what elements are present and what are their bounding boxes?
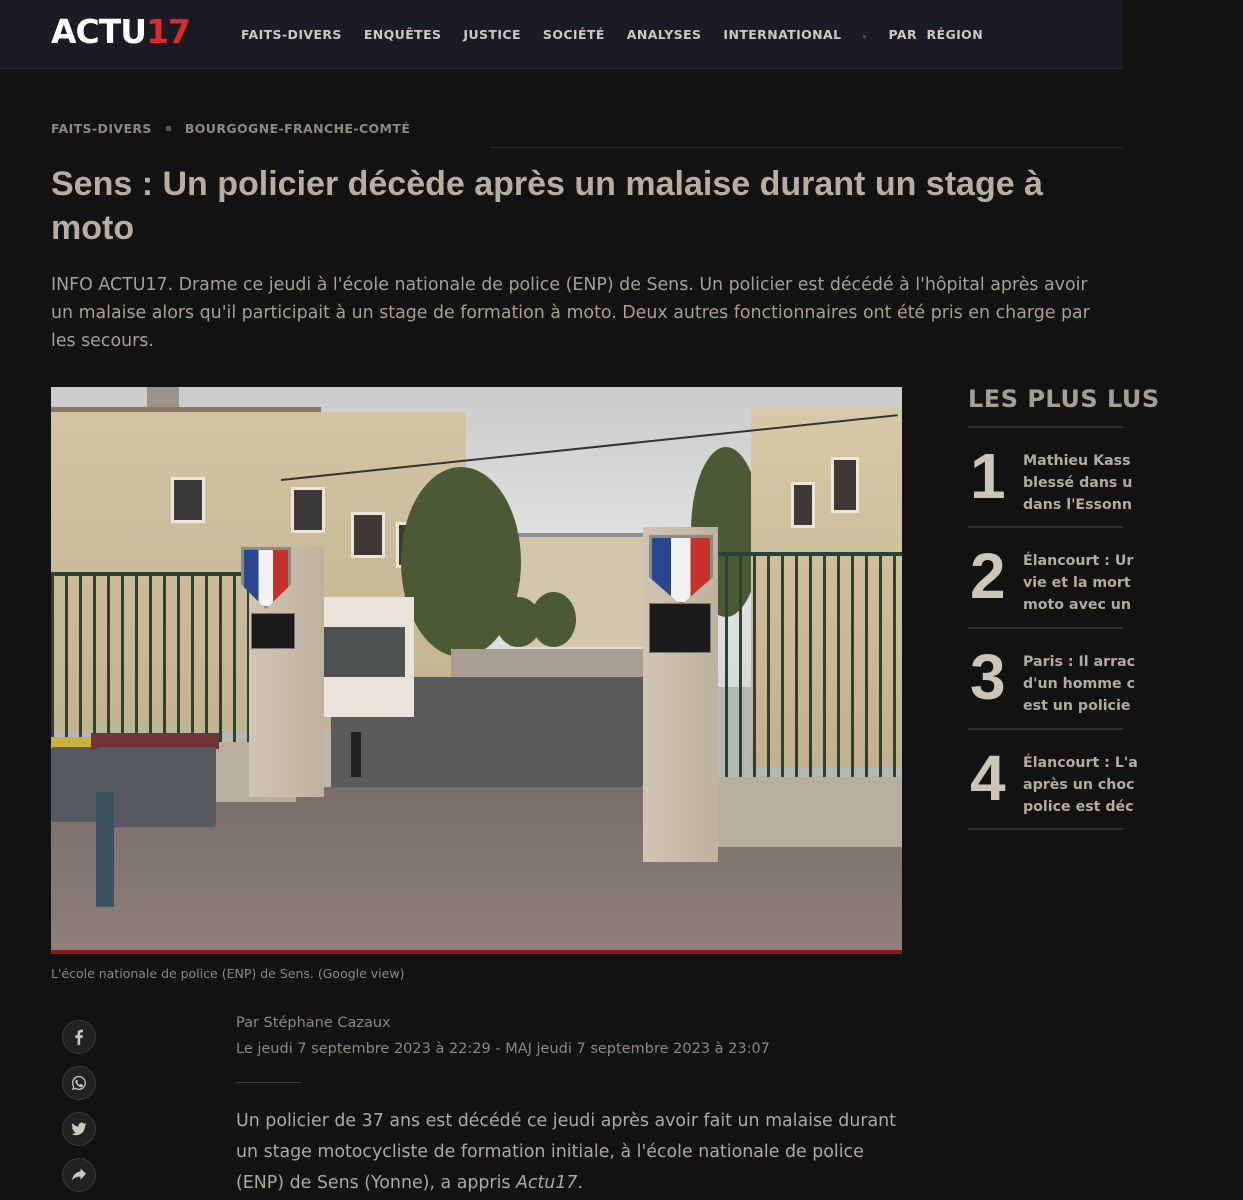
article-author: Par Stéphane Cazaux [236,1015,391,1031]
headline-line: est un policie [1023,698,1131,714]
sidebar-item-headline [1023,651,1243,717]
logo-accent-text: 17 [146,12,191,51]
body-end: . [577,1173,583,1193]
nav-item-societe[interactable]: SOCIÉTÉ [542,26,605,42]
photo-plaque [649,603,711,653]
sidebar-item-3[interactable] [968,629,1136,729]
nav-item-justice[interactable]: JUSTICE [463,26,521,42]
headline-line: police est déc [1023,799,1134,815]
share-generic-button[interactable] [62,1158,96,1192]
photo-window [831,457,859,513]
sidebar-item-4[interactable] [968,730,1138,830]
whatsapp-icon [71,1075,87,1091]
share-icon [71,1167,87,1183]
headline-line: Paris : Il arrac [1023,654,1136,670]
headline-line: moto avec un [1023,597,1131,613]
photo-tree [531,592,576,647]
share-facebook-button[interactable] [62,1020,96,1054]
headline-line: d'un homme c [1023,676,1136,692]
nav-item-par-region[interactable]: PAR RÉGION [888,26,984,42]
header-divider [490,147,1123,148]
headline-line: Mathieu Kass [1023,453,1131,469]
body-text: Un policier de 37 ans est décédé ce jeudi après avoir fait un malaise durant un stage motocycliste de formation initiale, à l'école nationale de police (ENP) de Sens (Yonne), a appris [236,1111,896,1193]
sidebar-item-headline [1023,550,1243,616]
sidebar-item-headline [1023,752,1243,818]
main-nav [241,24,983,44]
nav-item-international[interactable]: INTERNATIONAL [723,26,842,42]
sidebar-title: LES PLUS LUS [968,385,1160,413]
photo-window [791,482,815,528]
photo-window [291,487,325,533]
twitter-icon [71,1121,87,1137]
headline-line: blessé dans u [1023,475,1133,491]
breadcrumb-separator [166,126,171,131]
photo-bollard [96,792,114,907]
headline-line: dans l'Essonn [1023,497,1132,513]
breadcrumb-category[interactable]: FAITS-DIVERS [51,121,152,136]
breadcrumb-region[interactable]: BOURGOGNE-FRANCHE-COMTÉ [184,121,411,136]
rank-number: 2 [970,540,1006,612]
headline-line: Élancourt : Ur [1023,553,1134,569]
rank-number: 1 [970,440,1006,512]
nav-item-analyses[interactable]: ANALYSES [626,26,702,42]
article-body-paragraph [236,1106,896,1199]
rank-number: 3 [970,641,1006,713]
photo-window [351,512,385,558]
photo-fence-right [711,552,902,790]
article-hero-image[interactable] [51,387,902,950]
photo-trash-bin [96,747,216,827]
rank-number: 4 [970,742,1006,814]
nav-item-faits-divers[interactable]: FAITS-DIVERS [241,26,342,42]
image-caption: L'école nationale de police (ENP) de Sens. (Google view) [51,966,405,981]
sidebar-divider [968,828,1123,830]
photo-plaque [251,613,295,649]
photo-booth-window [319,627,405,677]
sidebar-item-1[interactable] [968,428,1133,528]
article-date: Le jeudi 7 septembre 2023 à 22:29 - MAJ jeudi 7 septembre 2023 à 23:07 [236,1041,770,1057]
photo-window [171,477,205,523]
logo-text: ACTU [51,12,147,51]
headline-line: vie et la mort [1023,575,1131,591]
article-lead: INFO ACTU17. Drame ce jeudi à l'école nationale de police (ENP) de Sens. Un policier est décédé à l'hôpital après avoir un malaise alors qu'il participait à un stage de formation à moto. Deux autres fonctionnaires ont été pris en charge par les secours. [51,275,1090,351]
byline-divider [236,1082,301,1083]
headline-line: Élancourt : L'a [1023,755,1138,771]
photo-fence-left [51,572,251,750]
facebook-icon [71,1029,87,1045]
share-twitter-button[interactable] [62,1112,96,1146]
nav-item-enquetes[interactable]: ENQUÊTES [363,26,442,42]
photo-bollard [351,732,361,777]
breadcrumb [51,121,410,136]
sidebar-item-headline [1023,450,1243,516]
sidebar-item-2[interactable] [968,528,1134,628]
photo-wall [711,777,902,847]
headline-line: après un choc [1023,777,1135,793]
article-title: Sens : Un policier décède après un malaise durant un stage à moto [51,165,1043,247]
body-source: Actu17 [516,1173,578,1193]
share-whatsapp-button[interactable] [62,1066,96,1100]
nav-separator-dot [863,35,866,38]
site-logo[interactable] [51,12,190,52]
top-navigation-bar [0,0,1123,69]
hero-underline [51,950,902,954]
